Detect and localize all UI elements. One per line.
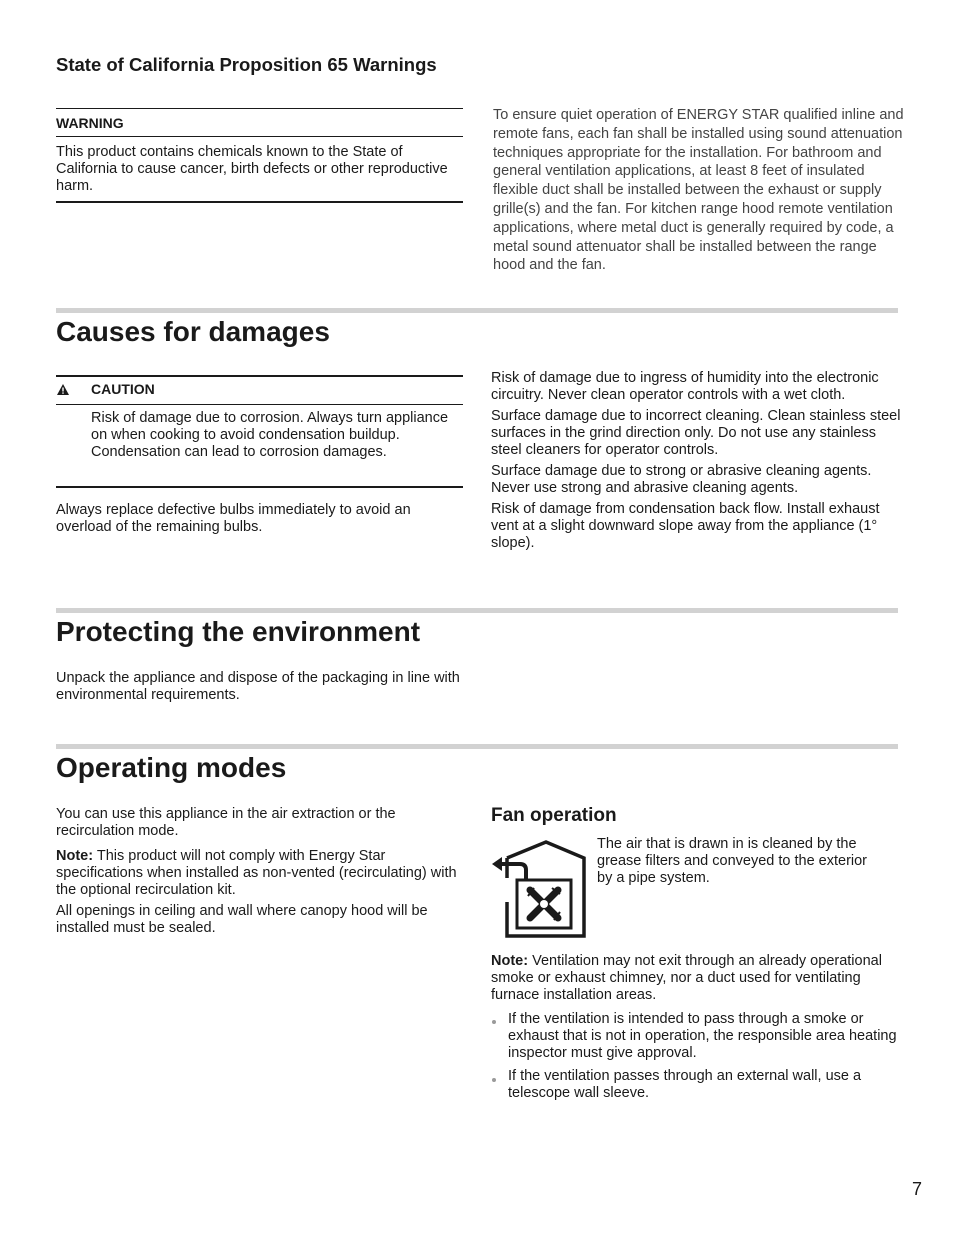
caution-text: Risk of damage due to corrosion. Always turn appliance on when cooking to avoid condensation buildup. Condensation can lead to corrosion damages. <box>91 410 449 460</box>
bullet-dot <box>492 1020 496 1024</box>
divider <box>56 486 463 488</box>
caution-label-row <box>56 381 463 399</box>
section-bar <box>56 308 898 313</box>
bullet-text: If the ventilation is intended to pass through a smoke or exhaust that is not in operation, the responsible area heating inspector must give approval. <box>508 1011 897 1061</box>
air-extraction-house-icon <box>490 840 586 938</box>
environment-heading: Protecting the environment <box>56 616 421 647</box>
section-bar <box>56 744 898 749</box>
damages-section <box>56 316 330 348</box>
damage-paragraph: Surface damage due to incorrect cleaning. Clean stainless steel surfaces in the grind direction only. Do not use any stainless steel cleaners for operator controls. <box>491 408 901 458</box>
divider <box>56 404 463 405</box>
modes-left-column <box>56 806 461 937</box>
warning-label <box>56 115 124 132</box>
prop65-section <box>56 55 463 75</box>
fan-note-block <box>491 953 896 1004</box>
divider <box>56 108 463 109</box>
damage-paragraph: Risk of damage from condensation back flow. Install exhaust vent at a slight downward slope away from the appliance (1° slope). <box>491 501 880 551</box>
note-label: Note: <box>56 848 94 864</box>
caution-label: CAUTION <box>91 381 155 397</box>
modes-note <box>56 848 461 899</box>
openings-text: All openings in ceiling and wall where canopy hood will be installed must be sealed. <box>56 903 428 936</box>
section-bar <box>56 608 898 613</box>
warning-triangle-icon <box>57 384 69 395</box>
damage-paragraph: Surface damage due to strong or abrasive cleaning agents. Never use strong and abrasive cleaning agents. <box>491 463 872 496</box>
page-number: 7 <box>912 1179 923 1199</box>
environment-block <box>56 670 461 704</box>
modes-intro: You can use this appliance in the air extraction or the recirculation mode. <box>56 806 396 839</box>
bulbs-text: Always replace defective bulbs immediately to avoid an overload of the remaining bulbs. <box>56 502 411 535</box>
damage-paragraph: Risk of damage due to ingress of humidity into the electronic circuitry. Never clean operator controls with a wet cloth. <box>491 370 879 403</box>
divider <box>56 136 463 137</box>
caution-block <box>91 410 459 461</box>
list-item <box>508 1011 903 1062</box>
fan-note <box>491 953 896 1004</box>
note-text: Ventilation may not exit through an already operational smoke or exhaust chimney, nor a duct used for ventilating furnace installation areas. <box>491 953 882 1003</box>
bulbs-block <box>56 502 461 536</box>
energy-star-text: To ensure quiet operation of ENERGY STAR qualified inline and remote fans, each fan shall be installed using sound attenuation techniques appropriate for the installation. For bathroom and general ventilation applications, at least 8 feet of insulated flexible duct shall be installed between the exhaust or supply grille(s) and the fan. For kitchen range hood remote ventilation applications, where metal duct is generally required by code, a metal sound attenuator shall be installed between the range hood and the fan. <box>493 107 904 274</box>
damages-right-column <box>491 370 901 556</box>
damages-heading: Causes for damages <box>56 316 330 347</box>
note-label: Note: <box>491 953 529 969</box>
warning-label-text: WARNING <box>56 115 124 131</box>
modes-heading: Operating modes <box>56 752 287 783</box>
energy-star-block <box>493 106 909 275</box>
warning-block <box>56 144 456 195</box>
bullet-dot <box>492 1078 496 1082</box>
warning-text: This product contains chemicals known to the State of California to cause cancer, birth defects or other reproductive harm. <box>56 144 448 194</box>
fan-operation-section <box>491 805 901 827</box>
divider <box>56 201 463 203</box>
environment-section <box>56 616 420 648</box>
list-item <box>508 1068 903 1102</box>
fan-description-block <box>597 836 882 887</box>
fan-operation-heading: Fan operation <box>491 805 617 826</box>
prop65-heading: State of California Proposition 65 Warnings <box>56 54 437 75</box>
divider <box>56 375 463 377</box>
modes-section <box>56 752 286 784</box>
note-text: This product will not comply with Energy Star specifications when installed as non-vented (recirculating) with the optional recirculation kit. <box>56 848 457 898</box>
fan-description: The air that is drawn in is cleaned by the grease filters and conveyed to the exterior by a pipe system. <box>597 836 868 886</box>
environment-text: Unpack the appliance and dispose of the packaging in line with environmental requirements. <box>56 670 460 703</box>
bullet-text: If the ventilation passes through an external wall, use a telescope wall sleeve. <box>508 1068 862 1101</box>
